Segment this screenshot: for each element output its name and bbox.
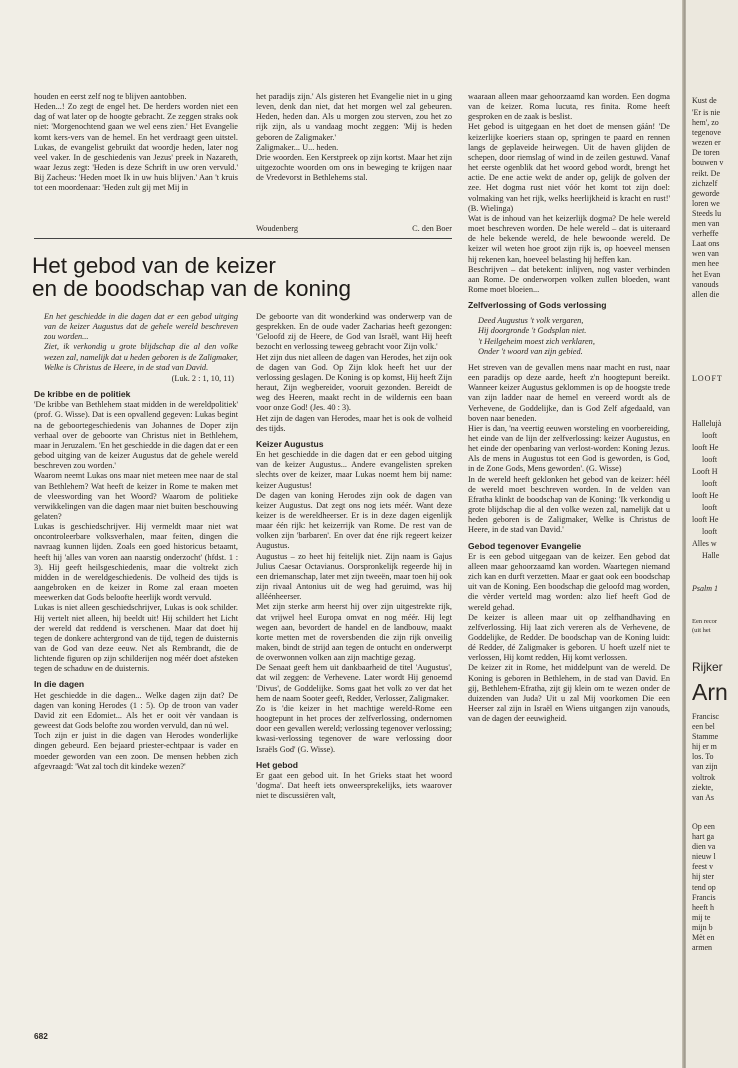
text-fragment: Francisc: [692, 712, 720, 721]
headline-line-2: en de boodschap van de koning: [32, 276, 352, 301]
text-fragment: Francis: [692, 892, 716, 902]
right-big-title: Arn: [692, 679, 728, 705]
text-fragment: het Evan: [692, 269, 721, 279]
section-heading: Zelfverlossing of Gods verlossing: [468, 300, 607, 311]
right-fragments-c: [692, 617, 717, 635]
right-heading: Kust de: [692, 96, 717, 105]
paragraph: Er is een gebod uitgegaan van de keizer. Een gebod dat alleen maar gehoorzaamd kan worden. Waartegen niemand zich kan en durft verzetten. Maar er gaat ook een boodschap uit van de Koning. Een boodschap die geloofd mag worden, die vèrder verteld mag worden: alzo lief heeft God de wereld gehad.: [468, 551, 670, 612]
paragraph: Het gebod is uitgegaan en het doet de mensen gáán! 'De keizerlijke koeriers staan op, springen te paard en rennen langs de geplaveide heirwegen. Uit de haven glijden de schepen, door riemslag of wind in de zeilen gestuwd. Vanaf het eerste ogenblik dat het woord gebod wordt, brengt het actie. De ene actie wekt de ander op, gelijk de golven der zee. Het dogma rust niet vóór het komt tot zijn doel: volmaking van het rijk, welks heerlijkheid is kracht en rust!' (B. Wielinga): [468, 122, 670, 213]
text-fragment: nieuw l: [692, 852, 716, 862]
poem-line: Deed Augustus 't volk vergaren,: [478, 316, 584, 326]
text-fragment: Op een: [692, 822, 715, 831]
paragraph: Zo is 'die keizer in het machtige wereld-Rome een hoogtepunt in het proces der zelfverlossing, ondernomen door een gevallen wereld; verlossing tegenover verlossing; kwasi-verlossing tegenover de ware verlossing door Israëls God' (G. Wisse).: [256, 703, 452, 754]
text-fragment: looft: [702, 479, 718, 488]
text-fragment: looft He: [692, 515, 719, 524]
text-fragment: zichzelf: [692, 178, 718, 188]
right-fragments-e: [692, 822, 716, 953]
paragraph: De keizer is alleen maar uit op zelfhandhaving en zelfverlossing. Hij laat zich vereren als de Verhevene, de Goddelijke, de Redder. De boodschap van de Koning luidt: dé Redder, dé Zaligmaker is geboren. U hoeft uzelf niet te verlossen, Hij komt redden, Hij komt verlossen.: [468, 612, 670, 663]
text-fragment: hij ster: [692, 872, 714, 882]
paragraph: Zaligmaker... U... heden.: [256, 142, 339, 152]
text-fragment: tend op: [692, 882, 716, 892]
facing-page-fragment: [686, 0, 738, 1068]
paragraph: Er gaat een gebod uit. In het Grieks staat het woord 'dogma'. Dat heeft iets onweersprekelijks, iets waarover niet te discussiëren valt,: [256, 770, 452, 801]
intro-quote-2: Ziet, ik verkondig u grote blijdschap die al den volke wezen zal, namelijk dat u heden geboren is de Zaligmaker, Welke is Christus de Heere, in de stad van David.: [44, 342, 238, 372]
text-fragment: looft: [702, 455, 718, 464]
text-fragment: van As: [692, 792, 714, 802]
paragraph: En het geschiedde in die dagen dat er een gebod uitging van de keizer Augustus... Andere evangelisten spreken slechts over de keizer, maar Lukas noemt hem bij name: keizer Augustus!: [256, 450, 452, 490]
paragraph: 'De kribbe van Bethlehem staat midden in de wereldpolitiek' (prof. G. Wisse). Dat is een opvallend gegeven: Lukas begint na de geboortegeschiedenis van Johannes de Doper zijn verhaal over de geboorte van Christus niet in Bethlehem, maar in Jeruzalem. 'En het geschiedde in die dagen dat er een gebod uitging van de keizer Augustus dat de gehele wereld beschreven zou worden.': [34, 400, 238, 471]
paragraph: In de wereld heeft geklonken het gebod van de keizer: héél de wereld moet beschreven worden. In de velden van Efratha klinkt de boodschap van de Koning: 'Ik verkondig u grote blijdschap die al den volke wezen zal, namelijk dat u heden geboren is de Zaligmaker, Welke is Christus de Heere, in de stad van David.': [468, 474, 670, 535]
paragraph: Wat is de inhoud van het keizerlijk dogma? De hele wereld moet beschreven worden. De hele wereld – dat is uiteraard de hele bekende wereld, de hele bewoonde wereld. De keizer wil weten hoe groot zijn rijk is, op hoeveel mensen hij rekenen kan, hoeveel belasting hij heffen kan.: [468, 213, 670, 264]
text-fragment: bouwen v: [692, 158, 724, 168]
intro-quote: En het geschiedde in die dagen dat er een gebod uitging van de keizer Augustus dat de gehele wereld beschreven zou worden...: [44, 312, 238, 342]
poem-line: Hij doorgronde 't Godsplan niet.: [478, 326, 587, 336]
section-heading: Het gebod: [256, 759, 299, 770]
signature-place: Woudenberg: [256, 224, 299, 233]
text-fragment: dien va: [692, 842, 716, 852]
divider: [34, 238, 452, 239]
text-fragment: van zijn: [692, 762, 718, 772]
text-fragment: Halle: [702, 551, 720, 560]
text-fragment: allen die: [692, 289, 720, 299]
paragraph: het paradijs zijn.' Als gisteren het Evangelie niet in u ging leven, denk dan niet, dat het morgen wel zal gebeuren. Heden, heden dan. Als u morgen zou sterven, zou het zo rijk zijn, als u vandaag mocht zeggen: 'Mij is heden geboren de Zaligmaker.': [256, 92, 452, 142]
text-fragment: Mèt en: [692, 933, 715, 943]
text-fragment: Looft H: [692, 467, 718, 476]
text-fragment: men hee: [692, 259, 719, 269]
article-column-2: [256, 312, 452, 1022]
text-fragment: Laat ons: [692, 239, 720, 249]
text-fragment: heeft h: [692, 902, 714, 912]
text-fragment: De toren: [692, 148, 720, 158]
section-heading: In die dagen: [34, 679, 85, 690]
text-fragment: Alles w: [692, 539, 717, 548]
text-fragment: loren we: [692, 198, 720, 208]
paragraph: De Senaat geeft hem uit dankbaarheid de titel 'Augustus', dat wil zeggen: de Verhevene. Later wordt Hij genoemd 'Divus', de Goddelijke. Soms gaat het volk zo ver dat het hem de naam Sooter geeft, Redder, Verlosser, Zaligmaker.: [256, 663, 452, 703]
paragraph: Het geschiedde in die dagen... Welke dagen zijn dat? De dagen van koning Herodes (1 : 5). Op de troon van vader David zit een Edomiet... Als het er ooit vèr vandaan is geweest dat Gods belofte zou worden vervuld, dan nú wel.: [34, 690, 238, 731]
section-heading: Gebod tegenover Evangelie: [468, 540, 582, 551]
article-column-3: [468, 92, 670, 1022]
right-section-label: Rijker: [692, 660, 723, 674]
text-fragment: hem', zo: [692, 118, 719, 128]
section-heading: Keizer Augustus: [256, 438, 324, 449]
text-fragment: looft: [702, 431, 718, 440]
author-signature: [256, 224, 452, 233]
section-label: LOOFT: [692, 374, 723, 383]
paragraph: Beschrijven – dat betekent: inlijven, nog vaster verbinden aan Rome. De onderworpen volken zullen bloeden, want Rome moet bloeien...: [468, 264, 670, 294]
article-column-1: [34, 312, 238, 1022]
text-fragment: Een recor: [692, 618, 718, 625]
right-fragments-b: [692, 418, 721, 562]
text-fragment: een bel: [692, 722, 715, 732]
text-fragment: looft: [702, 527, 718, 536]
poem: [478, 316, 670, 357]
paragraph: Met zijn sterke arm heerst hij over zijn uitgestrekte rijk, dat vrijwel heel Europa omvat en nog méér. Hij legt wegen aan, bevordert de handel en de landbouw, maakt korte metten met de roversbenden die zijn rijk onveilig maken, bindt de strijd aan tegen de ontucht en onderwerpt de overwonnen volken aan zijn machtige gezag.: [256, 602, 452, 663]
paragraph: Lukas is niet alleen geschiedschrijver, Lukas is ook schilder. Hij vertelt niet alleen, hij beeldt uit! Hij schildert het Licht der wereld dat reddend is verschenen. Maar dat doet hij tegen de donkere achtergrond van de tijd, tegen de duisternis van de God van deze eeuw. Net als Rembrandt, die de lichtende figuren op zijn schilderijen nog méér doet afsteken tegen de schaduw en de duisternis.: [34, 603, 238, 674]
right-fragments-a: [692, 108, 723, 300]
paragraph: Lukas is geschiedschrijver. Hij vermeldt maar niet wat oncontroleerbare volksverhalen, maar feiten, dingen die navraag kunnen lijden. Zoals een goed historicus betaamt, heeft hij 'alles van voren aan naarstig onderzocht' (hfdst. 1 : 3). Hij geeft heilsgeschiedenis, maar die voltrekt zich midden in de wereldgeschiedenis. De volheid des tijds is aangebroken en de keizer in Rome zal eraan moeten meewerken dat Gods beloofte heerlijk wordt vervuld.: [34, 522, 238, 603]
paragraph: Augustus – zo heet hij feitelijk niet. Zijn naam is Gajus Julius Caesar Octavianus. Oorspronkelijk regeerde hij in een driemanschap, later met zijn tweeën, maar toen hij ook zijn rivaal Antonius uit de weg had geruimd, was hij alléénheerser.: [256, 551, 452, 602]
text-fragment: los. To: [692, 752, 714, 762]
text-fragment: feest v: [692, 862, 714, 872]
text-fragment: wezen er: [692, 138, 721, 148]
paragraph: Hier is dan, 'na veertig eeuwen worsteling en voorbereiding, het einde van de lijn der zelfverlossing: keizer Augustus, en het einde der openbaring van verlost-worden: Koning Jezus. Als de mens in Augustus tot een God is geworden, is God, in de Zone Gods, Mens geworden'. (G. Wisse): [468, 423, 670, 474]
text-fragment: mij te: [692, 912, 711, 922]
section-heading: De kribbe en de politiek: [34, 389, 131, 400]
poem-line: Onder 't woord van zijn gebied.: [478, 346, 583, 356]
text-fragment: men van: [692, 219, 720, 229]
text-fragment: 'Er is nie: [692, 108, 721, 117]
headline-line-1: Het gebod van de keizer: [32, 253, 276, 278]
paragraph: Drie woorden. Een Kerstpreek op zijn kortst. Maar het zijn uitgezochte woorden om ons in beweging te krijgen naar de Vredevorst in Bethlehems stal.: [256, 152, 452, 183]
paragraph: Heden...! Zo zegt de engel het. De herders worden niet een dag of wat later op de hoogte gebracht. Ze zeggen straks ook niet: 'Morgenochtend gaan we wel eens zien.' Het Evangelie komt kers-vers van de hemel. En het verdraagt geen uitstel. Lukas, de evangelist gebruikt dat woordje heden, later nog veel vaker. In de geschiedenis van Jezus' preek in Nazareth, waar Jezus zegt: 'Heden is deze Schrift in uw oren vervuld.' Bij Zacheus: 'Heden moet Ik in uw huis blijven.' Aan 't kruis tot een moordenaar: 'Heden zult gij met Mij in: [34, 102, 238, 193]
top-column-1: [34, 92, 238, 226]
text-fragment: hij er m: [692, 742, 717, 752]
paragraph: waaraan alleen maar gehoorzaamd kan worden. Een dogma van de keizer. Roma lucuta, res finita. Rome heeft gesproken en de zaak is beslist.: [468, 92, 670, 122]
poem-line: 't Heilgeheim moest zich verklaren,: [478, 336, 595, 346]
paragraph: Het zijn dus niet alleen de dagen van Herodes, het zijn ook de dagen van God. Op Zijn klok heeft het uur der verlossing geslagen. De Koning is op komst, Hij heeft Zijn heraut, Zijn wegbereider, vooruit gezonden. Bereidt de weg des Heeren, maakt recht in de wildernis een baan voor onze God! (Jes. 40 : 3).: [256, 352, 452, 413]
paragraph: Waarom neemt Lukas ons maar niet meteen mee naar de stal van Bethlehem? Wat heeft de keizer in Rome te maken met de vleeswording van het Woord? Waarom de politieke verwikkelingen van die dagen maar niet buiten beschouwing gelaten?: [34, 471, 238, 521]
text-fragment: voltrok: [692, 772, 716, 782]
paragraph: Toch zijn er juist in die dagen van Herodes wonderlijke dingen gebeurd. Een bejaard priester-echtpaar is vader en moeder geworden van een zoon. De mensen hebben zich afgevraagd: 'Wat zal toch dit kindeke wezen?': [34, 731, 238, 771]
text-fragment: looft He: [692, 443, 719, 452]
text-fragment: (uit het: [692, 627, 711, 634]
text-fragment: hart ga: [692, 832, 714, 842]
page-number: 682: [34, 1031, 48, 1041]
text-fragment: Stamme: [692, 732, 719, 742]
right-fragments-d: [692, 712, 719, 803]
text-fragment: looft: [702, 503, 718, 512]
text-fragment: vanouds: [692, 279, 719, 289]
text-fragment: tegenove: [692, 128, 721, 138]
text-fragment: armen: [692, 943, 712, 953]
text-fragment: looft He: [692, 491, 719, 500]
paragraph: Het streven van de gevallen mens naar macht en rust, naar een paradijs op deze aarde, heeft z'n hoogtepunt bereikt. Wanneer keizer Augustus geklommen is op de hoogste trede van zijn ladder naar de hemel en vereerd wordt als de Verhevene, de Goddelijke, dan is God Zelf afgedaald, van boven naar beneden.: [468, 362, 670, 423]
text-fragment: Hallelujà: [692, 419, 722, 428]
text-fragment: geworde: [692, 188, 720, 198]
scripture-reference: (Luk. 2 : 1, 10, 11): [171, 373, 234, 383]
paragraph: De dagen van koning Herodes zijn ook de dagen van keizer Augustus. Dat zegt ons nog iets méér. Want deze keizer is de wereldheerser. Er is in deze dagen eigenlijk maar één rijk: het keizerrijk van Rome. De rest van de volken zijn 'barbaren'. En over dat éne rijk regeert keizer Augustus.: [256, 490, 452, 551]
text-fragment: ziekte,: [692, 782, 714, 792]
article-headline: [32, 254, 462, 300]
paragraph: De geboorte van dit wonderkind was onderwerp van de gesprekken. En de oude vader Zacharias heeft gezongen: 'Geloofd zij de Heere, de God van Israël, want Hij heeft bezocht en verlossing teweeg gebracht voor Zijn volk.': [256, 312, 452, 352]
psalm-reference: Psalm 1: [692, 584, 718, 593]
signature-author: C. den Boer: [412, 224, 452, 233]
paragraph: De keizer zit in Rome, het middelpunt van de wereld. De Koning is geboren in Bethlehem, in de stad van David. En gij, Bethlehem-Efratha, zijt gij klein om te wezen onder de duizenden van Juda? Uit u zal Mij voorkomen Die een Heerser zal zijn in Israël en Wiens uitgangen zijn vanouds, van de dagen der eeuwigheid.: [468, 663, 670, 724]
text-fragment: mijn b: [692, 922, 713, 932]
paragraph: houden en eerst zelf nog te blijven aantobben.: [34, 92, 187, 101]
text-fragment: wen van: [692, 249, 719, 259]
text-fragment: verheffe: [692, 229, 719, 239]
top-column-2: [256, 92, 452, 226]
text-fragment: Steeds lu: [692, 208, 722, 218]
paragraph: Het zijn de dagen van Herodes, maar het is ook de volheid des tijds.: [256, 413, 452, 433]
text-fragment: reikt. De: [692, 168, 720, 178]
